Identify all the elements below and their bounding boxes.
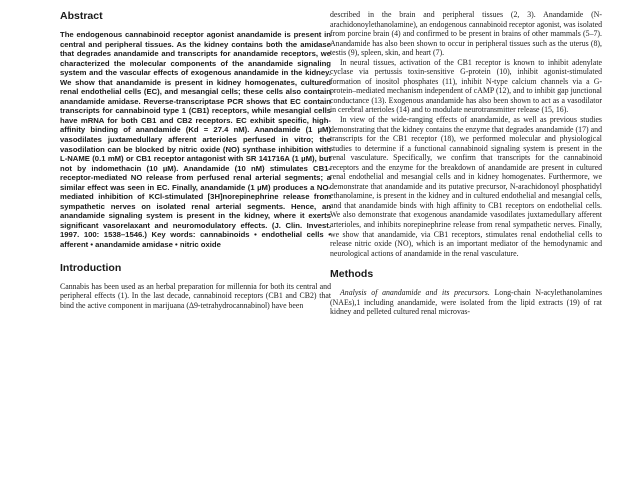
section-gap xyxy=(60,250,331,262)
methods-subheading: Analysis of anandamide and its precursors. xyxy=(340,288,490,298)
methods-text: Long-chain N-acylethanolamines (NAEs),1 including anandamide, were isolated from the lipid extracts (19) of rat kidney and pelleted cultured renal microvas- xyxy=(330,288,602,317)
left-column xyxy=(60,10,331,310)
section-gap xyxy=(330,258,602,268)
intro-paragraph-3: In view of the wide-ranging effects of anandamide, as well as previous studies demonstrating that the kidney contains the enzyme that degrades anandamide (17) and transcripts for the CB1 receptor (18), we performed molecular and physiological studies to determine if a functional cannabinoid signaling system is present in the renal vasculature. Specifically, we confirm that transcripts for the cannabinoid receptors and the enzyme for the breakdown of anandamide are present in cultured renal endothelial and mesangial cells and in kidney homogenates. Furthermore, we demonstrate that anandamide and its putative precursor, N-arachidonoyl phosphatidyl ethanolamine, is present in the kidney and in cultured endothelial and mesangial cells, and that anandamide binds with high affinity to CB1 receptors on endothelial cells. We also demonstrate that exogenous anandamide vasodilates juxtamedullary afferent arterioles, and inhibits norepinephrine release from renal sympathetic nerves. Finally, we show that anandamide, via CB1 receptors, stimulates renal endothelial cells to release nitric oxide (NO), which is an important mediator of the hemodynamic and neurological actions of anandamide in the renal vasculature. xyxy=(330,115,602,258)
right-column xyxy=(330,10,602,317)
methods-paragraph xyxy=(330,288,602,317)
intro-paragraph-1: described in the brain and peripheral tissues (2, 3). Anandamide (N-arachidonoylethanolamine), an endogenous cannabinoid receptor agonist, was isolated from porcine brain (4) and confirmed to be present in brains of other mammals (5–7). Anandamide has also been shown to occur in peripheral tissues such as the uterus (8), testis (9), spleen, skin, and heart (7). xyxy=(330,10,602,58)
intro-paragraph-2: In neural tissues, activation of the CB1 receptor is known to inhibit adenylate cyclase via pertussis toxin-sensitive G-protein (10), inhibit agonist-stimulated formation of inositol phosphates (11), inhibit N-type calcium channels via a G-protein–mediated mechanism independent of cAMP (12), and to inhibit gap junctional conductance (13). Exogenous anandamide has also been shown to act as a vasodilator in cerebral arterioles (14) and to modulate neurotransmitter release (15, 16). xyxy=(330,57,602,115)
introduction-heading: Introduction xyxy=(60,261,122,274)
introduction-text: Cannabis has been used as an herbal preparation for millennia for both its central and peripheral effects (1). In the last decade, cannabinoid receptors (CB1 and CB2) that bind the active component in marijuana (Δ9-tetrahydrocannabinol) have been xyxy=(60,281,331,310)
methods-heading: Methods xyxy=(330,268,374,281)
abstract-heading: Abstract xyxy=(60,10,103,22)
abstract-text: The endogenous cannabinoid receptor agonist anandamide is present in central and peripheral tissues. As the kidney contains both the amidase that degrades anandamide and transcripts for anandamide receptors, we characterized the molecular components of the anandamide signaling system and the vascular effects of exogenous anandamide in the kidney. We show that anandamide is present in kidney homogenates, cultured renal endothelial cells (EC), and mesangial cells; these cells also contain anandamide amidase. Reverse-transcriptase PCR shows that EC contain transcripts for cannabinoid type 1 (CB1) receptors, while mesangial cells have mRNA for both CB1 and CB2 receptors. EC exhibit specific, high-affinity binding of anandamide (Kd = 27.4 nM). Anandamide (1 µM) vasodilates juxtamedullary afferent arterioles perfused in vitro; the vasodilation can be blocked by nitric oxide (NO) synthase inhibition with L-NAME (0.1 mM) or CB1 receptor antagonist with SR 141716A (1 µM), but not by indomethacin (10 µM). Anandamide (10 nM) stimulates CB1-receptor-mediated NO release from perfused renal arterial segments; a similar effect was seen in EC. Finally, anandamide (1 µM) produces a NO-mediated inhibition of KCl-stimulated [3H]norepinephrine release from sympathetic nerves on isolated renal arterial segments. Hence, an anandamide signaling system is present in the kidney, where it exerts significant vasorelaxant and neuromodulatory effects. (J. Clin. Invest. 1997. 100: 1538–1546.) Key words: cannabinoids • endothelial cells • afferent • anandamide amidase • nitric oxide xyxy=(60,30,331,250)
